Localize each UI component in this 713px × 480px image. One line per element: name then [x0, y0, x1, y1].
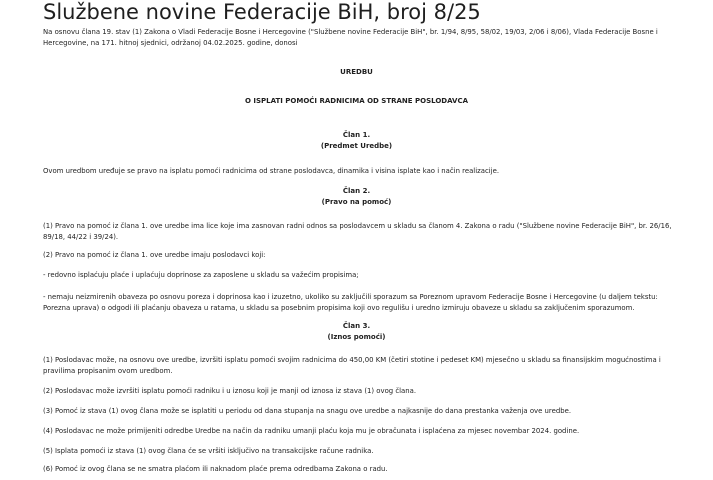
article-3-paragraph-4: (4) Poslodavac ne može primijeniti odredbe Uredbe na način da radniku umanji plaću koja mu je obračunata i isplaćena za mjesec novembar 2024. godine.: [43, 427, 580, 435]
article-3-paragraph-6: (6) Pomoć iz ovog člana se ne smatra plaćom ili naknadom plaće prema odredbama Zakona o radu.: [43, 465, 388, 473]
article-2-bullet-2: - nemaju neizmirenih obaveza po osnovu poreza i doprinosa kao i izuzetno, ukoliko su zaključili sporazum sa Poreznom upravom Federacije Bosne i Hercegovine (u daljem tekstu: Porezna uprava) o odgodi ili plaćanju obaveza u ratama, u skladu sa posebnim propisima koji ovo regulišu i uredno izmiruju obaveze u skladu sa zaključenim sporazumom.: [43, 293, 658, 312]
page-title: Službene novine Federacije BiH, broj 8/25: [43, 0, 481, 24]
article-3-subheading: (Iznos pomoći): [327, 333, 386, 341]
decree-title: O ISPLATI POMOĆI RADNICIMA OD STRANE POSLODAVCA: [244, 97, 469, 105]
article-3-paragraph-1: (1) Poslodavac može, na osnovu ove uredbe, izvršiti isplatu pomoći svojim radnicima do 450,00 KM (četiri stotine i pedeset KM) mjesečno u skladu sa finansijskim mogućnostima i pravilima propisanim ovom uredbom.: [43, 356, 661, 375]
decree-label: UREDBU: [340, 68, 373, 76]
article-2-bullet-1: - redovno isplaćuju plaće i uplaćuju doprinose za zaposlene u skladu sa važećim propisima;: [43, 271, 359, 279]
article-2-heading: Član 2.: [342, 187, 371, 195]
article-1-heading: Član 1.: [342, 131, 371, 139]
article-2-paragraph-1: (1) Pravo na pomoć iz člana 1. ove uredbe ima lice koje ima zasnovan radni odnos sa poslodavcem u skladu sa članom 4. Zakona o radu ("Službene novine Federacije BiH", br. 26/16, 89/18, 44/22 i 39/24).: [43, 222, 672, 241]
article-1-subheading: (Predmet Uredbe): [320, 142, 393, 150]
preamble-paragraph: Na osnovu člana 19. stav (1) Zakona o Vladi Federacije Bosne i Hercegovine ("Službene novine Federacije BiH", br. 1/94, 8/95, 58/02, 19/03, 2/06 i 8/06), Vlada Federacije Bosne i Hercegovine, na 171. hitnoj sjednici, održanoj 04.02.2025. godine, donosi: [43, 28, 658, 47]
article-3-paragraph-5: (5) Isplata pomoći iz stava (1) ovog člana će se vršiti isključivo na transakcijske račune radnika.: [43, 447, 374, 455]
article-2-subheading: (Pravo na pomoć): [321, 198, 392, 206]
article-1-text: Ovom uredbom uređuje se pravo na isplatu pomoći radnicima od strane poslodavca, dinamika i visina isplate kao i način realizacije.: [43, 167, 500, 175]
article-3-paragraph-2: (2) Poslodavac može izvršiti isplatu pomoći radniku i u iznosu koji je manji od iznosa iz stava (1) ovog člana.: [43, 387, 417, 395]
article-3-paragraph-3: (3) Pomoć iz stava (1) ovog člana može se isplatiti u periodu od dana stupanja na snagu ove uredbe a najkasnije do dana prestanka važenja ove uredbe.: [43, 407, 572, 415]
article-2-paragraph-2: (2) Pravo na pomoć iz člana 1. ove uredbe imaju poslodavci koji:: [43, 251, 266, 259]
article-3-heading: Član 3.: [342, 322, 371, 330]
